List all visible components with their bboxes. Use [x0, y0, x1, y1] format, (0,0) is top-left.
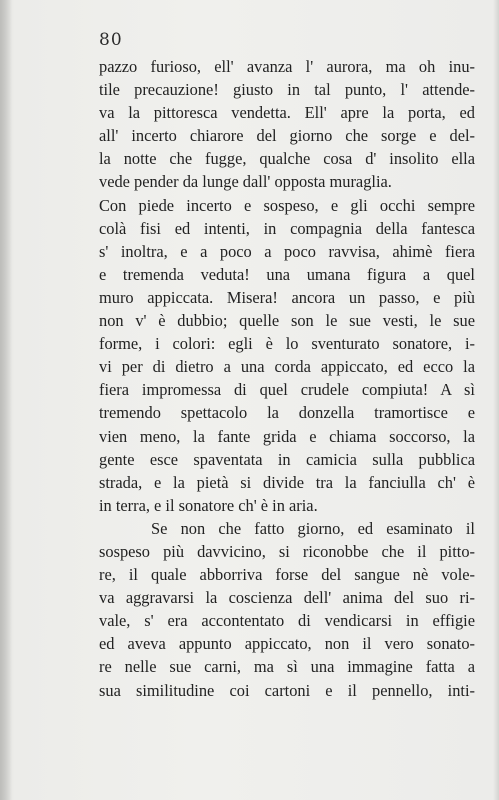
text-line: sua similitudine coi cartoni e il pennello, inti-	[99, 680, 475, 700]
text-line: va la pittoresca vendetta. Ell' apre la porta, ed	[99, 103, 475, 123]
text-line: non v' è dubbio; quelle son le sue vesti, le sue	[99, 311, 475, 331]
text-line: re nelle sue carni, ma sì una immagine fatta a	[99, 657, 475, 677]
text-line: in terra, e il sonatore ch' è in aria.	[99, 495, 318, 515]
page-number: 80	[99, 30, 123, 50]
text-line: vien meno, la fante grida e chiama soccorso, la	[99, 426, 475, 446]
text-line: tile precauzione! giusto in tal punto, l' attende-	[99, 80, 475, 100]
gutter-shadow	[0, 0, 12, 800]
text-line: vede pender da lunge dall' opposta muraglia.	[99, 172, 392, 192]
text-line: va aggravarsi la coscienza dell' anima del suo ri-	[99, 588, 475, 608]
text-line: la notte che fugge, qualche cosa d' insolito ella	[99, 149, 475, 169]
text-line: e tremenda veduta! una umana figura a quel	[99, 264, 475, 284]
text-line: sospeso più davvicino, si riconobbe che il pitto-	[99, 541, 475, 561]
text-line: fiera impromessa di quel crudele compiuta! A sì	[99, 380, 475, 400]
body-text	[99, 55, 475, 702]
text-line: vi per di dietro a una corda appiccato, ed ecco la	[99, 357, 475, 377]
text-line: pazzo furioso, ell' avanza l' aurora, ma oh inu-	[99, 57, 475, 76]
text-line: colà fisi ed intenti, in compagnia della fantesca	[99, 218, 475, 238]
text-line: muro appiccata. Misera! ancora un passo, e più	[99, 287, 475, 307]
text-line: Se non che fatto giorno, ed esaminato il	[151, 518, 475, 538]
text-line: forme, i colori: egli è lo sventurato sonatore, i-	[99, 334, 475, 354]
page-edge	[493, 0, 499, 800]
text-line: all' incerto chiarore del giorno che sorge e del-	[99, 126, 475, 146]
text-line: vale, s' era accontentato di vendicarsi in effigie	[99, 611, 475, 631]
text-line: strada, e la pietà si divide tra la fanciulla ch' è	[99, 472, 475, 492]
text-line: s' inoltra, e a poco a poco ravvisa, ahimè fiera	[99, 241, 475, 261]
text-line: tremendo spettacolo la donzella tramortisce e	[99, 403, 475, 423]
text-line: Con piede incerto e sospeso, e gli occhi sempre	[99, 195, 475, 215]
text-line: re, il quale abborriva forse del sangue nè vole-	[99, 565, 475, 585]
text-line: gente esce spaventata in camicia sulla pubblica	[99, 449, 475, 469]
text-line: ed aveva appunto appiccato, non il vero sonato-	[99, 634, 475, 654]
